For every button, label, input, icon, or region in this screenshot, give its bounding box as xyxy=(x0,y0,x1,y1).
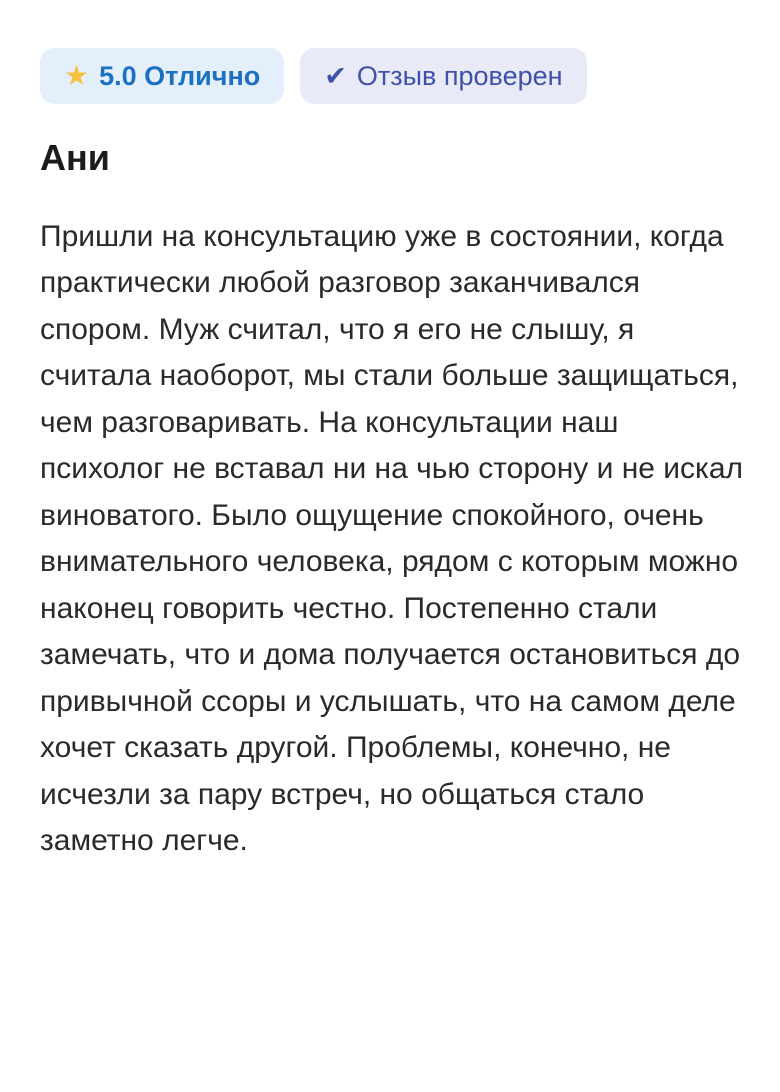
badge-row xyxy=(40,48,740,104)
review-text: Пришли на консультацию уже в состоянии, когда практически любой разговор заканчивался спором. Муж считал, что я его не слышу, я считала наоборот, мы стали больше защищаться, чем разговаривать. На консультации наш психолог не вставал ни на чью сторону и не искал виноватого. Было ощущение спокойного, очень внимательного человека, рядом с которым можно наконец говорить честно. Постепенно стали замечать, что и дома получается остановиться до привычной ссоры и услышать, что на самом деле хочет сказать другой. Проблемы, конечно, не исчезли за пару встреч, но общаться стало заметно легче. xyxy=(40,219,744,858)
review-author: Ани xyxy=(40,137,110,178)
rating-label: 5.0 Отлично xyxy=(99,60,261,91)
verified-label: Отзыв проверен xyxy=(356,60,563,91)
star-icon: ★ xyxy=(64,60,90,91)
rating-badge xyxy=(40,48,284,104)
verified-badge xyxy=(300,48,586,104)
check-icon: ✔ xyxy=(324,60,347,91)
